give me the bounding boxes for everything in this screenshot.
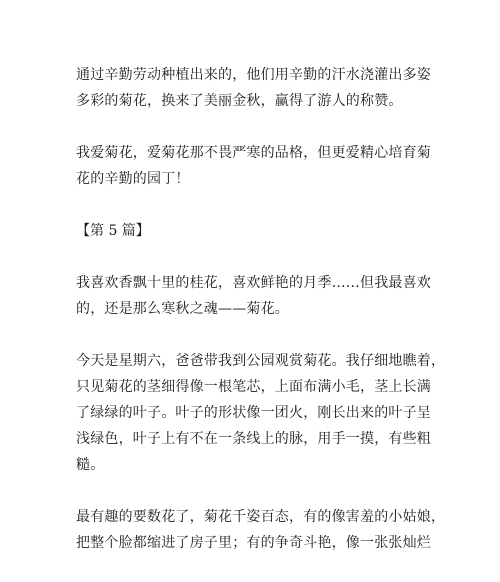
text-line: 通过辛勤劳动种植出来的，他们用辛勤的汗水浇灌出多姿 <box>76 67 431 83</box>
text-line: 浅绿色，叶子上有不在一条线上的脉，用手一摸，有些粗 <box>76 431 431 447</box>
section-heading: 【第 5 篇】 <box>76 223 150 239</box>
text-line: 我喜欢香飘十里的桂花，喜欢鲜艳的月季……但我最喜欢 <box>76 275 431 291</box>
text-line: 的，还是那么寒秋之魂——菊花。 <box>76 301 289 317</box>
paragraph-love-chrysanthemum <box>76 140 431 192</box>
text-line: 多彩的菊花，换来了美丽金秋，赢得了游人的称赞。 <box>76 93 403 109</box>
text-line: 最有趣的要数花了，菊花千姿百态，有的像害羞的小姑娘， <box>76 509 446 525</box>
text-line: 糙。 <box>76 457 105 473</box>
paragraph-flowers <box>76 504 446 556</box>
text-line: 今天是星期六，爸爸带我到公园观赏菊花。我仔细地瞧着， <box>76 353 446 369</box>
text-line: 只见菊花的茎细得像一根笔芯，上面布满小毛，茎上长满 <box>76 379 431 395</box>
paragraph-park-visit <box>76 348 446 478</box>
document-body <box>76 62 446 582</box>
text-line: 了绿绿的叶子。叶子的形状像一团火，刚长出来的叶子呈 <box>76 405 431 421</box>
text-line: 把整个脸都缩进了房子里；有的争奇斗艳，像一张张灿烂 <box>76 535 431 551</box>
paragraph-intro <box>76 270 431 322</box>
text-line: 我爱菊花，爱菊花那不畏严寒的品格，但更爱精心培育菊 <box>76 145 431 161</box>
text-line: 花的辛勤的园丁！ <box>76 171 190 187</box>
paragraph-chrysanthemum-gardeners <box>76 62 431 114</box>
